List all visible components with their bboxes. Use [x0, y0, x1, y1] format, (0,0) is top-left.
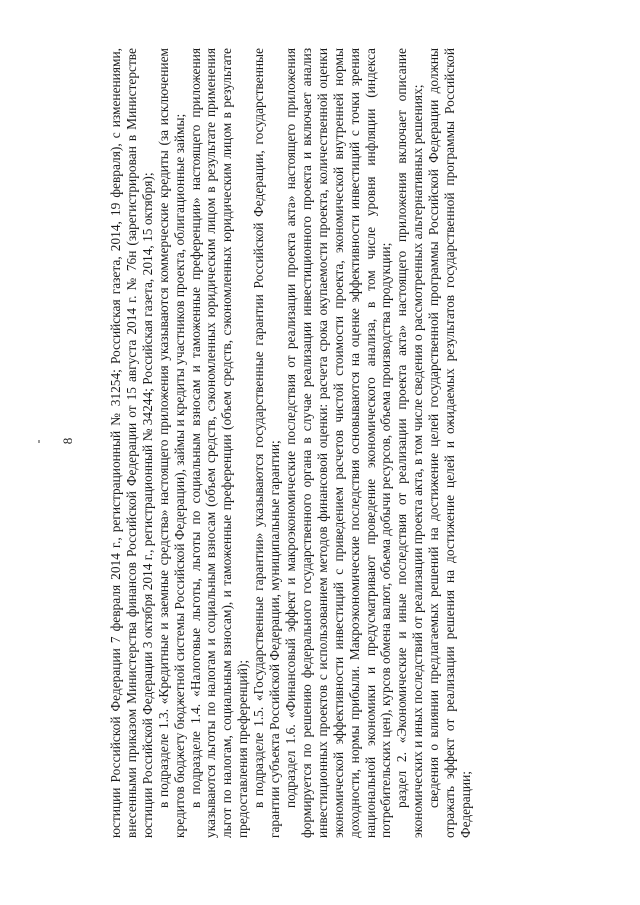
paragraph-continuation: юстиции Российской Федерации 7 февраля 2014 г., регистрационный № 31254; Российская газета, 2014, 19 февраля), с изменениями, внесенными приказом Министерства финансов Российской Федерации от 15 августа 2014 г. № 76н (зарегистрирован в Министерстве юстиции Российской Федерации 3 октября 2014 г., регистрационный № 34244; Российская газета, 2014, 15 октября); — [108, 48, 155, 838]
paragraph-subsection-1-4: в подразделе 1.4. «Налоговые льготы, льготы по социальным взносам и таможенные преференции» настоящего приложения указываются льготы по налогам и социальным взносам (объем средств, сэкономленных юридическим лицом в результате применения льгот по налогам, социальным взносам), и таможенные преференции (объем средств, сэкономленных юридическим лицом в результате предоставления преференций); — [187, 48, 251, 838]
document-body — [108, 48, 474, 838]
paragraph-subsection-1-6: подраздел 1.6. «Финансовый эффект и макроэкономические последствия от реализации проекта акта» настоящего приложения формируется по решению федерального государственного органа в случае реализации инвестиционного проекта и включает анализ инвестиционных проектов с использованием методов финансовой оценки: расчета срока окупаемости проекта, количественной оценки экономической эффективности инвестиций с приведением расчетов чистой стоимости проекта, экономической внутренней нормы доходности, нормы прибыли. Макроэкономические последствия основываются на оценке эффективности инвестиций с точки зрения национальной экономики и предусматривают проведение экономического анализа, в том числе уровня инфляции (индекса потребительских цен), курсов обмена валют, объема добычи ресурсов, объема производства продукции; — [282, 48, 394, 838]
paragraph-section-2: раздел 2. «Экономические и иные последствия от реализации проекта акта» настоящего приложения включает описание экономических и иных последствий от реализации проекта акта, в том числе сведения о рассмотренных альтернативных решениях; — [394, 48, 426, 838]
paragraph-program-influence: сведения о влиянии предлагаемых решений на достижение целей государственной программы Российской Федерации должны отражать эффект от реализации решения на достижение целей и ожидаемых результатов государственной программы Российской Федерации; — [426, 48, 473, 838]
scan-artifact — [38, 440, 40, 443]
page-number: 8 — [60, 437, 75, 445]
paragraph-subsection-1-5: в подразделе 1.5. «Государственные гарантии» указываются государственные гарантии Российской Федерации, государственные гарантии субъекта Российской Федерации, муниципальные гарантии; — [251, 48, 283, 838]
paragraph-subsection-1-3: в подразделе 1.3. «Кредитные и заемные средства» настоящего приложения указываются коммерческие кредиты (за исключением кредитов бюджету бюджетной системы Российской Федерации), займы и кредиты участников проекта, облигационные займы; — [155, 48, 187, 838]
rotated-document-content — [60, 48, 528, 838]
